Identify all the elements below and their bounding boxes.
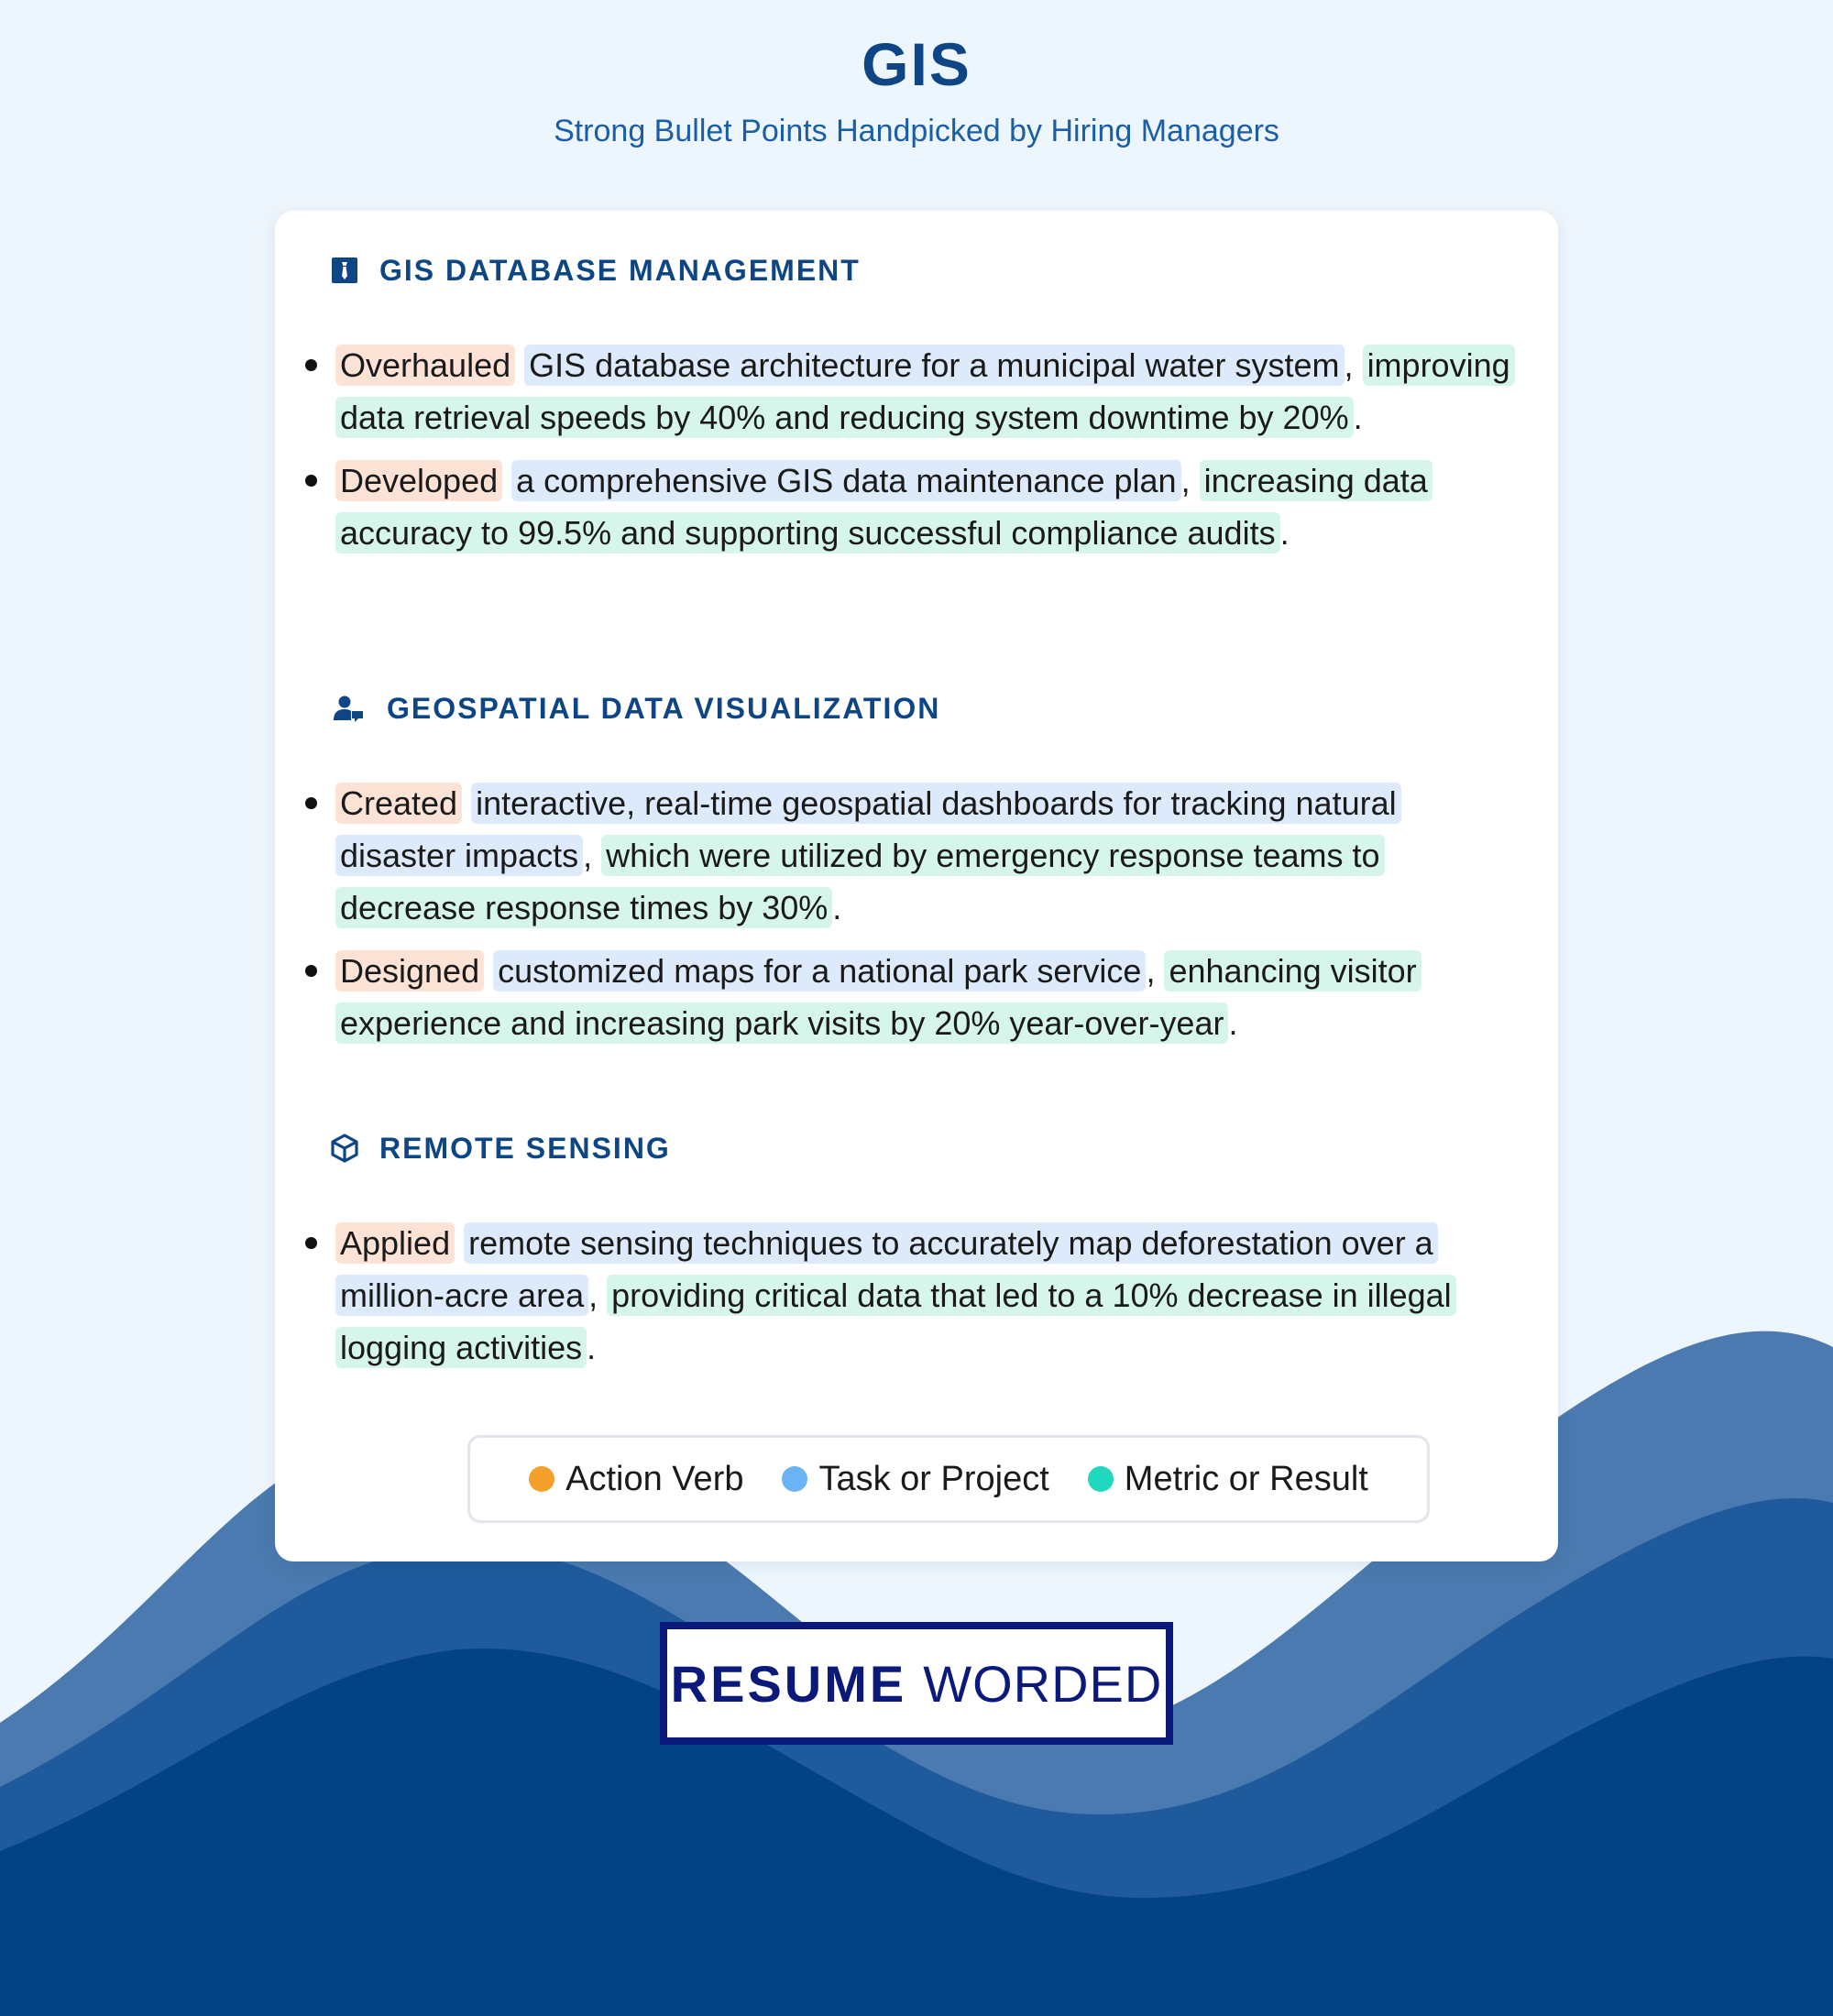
action-verb: Designed <box>335 950 484 992</box>
end-punctuation: . <box>587 1329 597 1366</box>
action-verb: Overhauled <box>335 345 515 386</box>
section-header <box>330 685 940 731</box>
end-punctuation: . <box>1353 399 1363 436</box>
bullet-dot <box>305 797 317 809</box>
metric-or-result: increasing data accuracy to 99.5% and supporting successful compliance audits <box>335 460 1432 553</box>
section-gis-database-management <box>275 247 1558 651</box>
separator: , <box>588 1276 598 1314</box>
bullet-text <box>335 1217 1518 1374</box>
bullet-dot <box>305 359 317 371</box>
legend-label: Task or Project <box>818 1459 1049 1498</box>
legend <box>467 1435 1430 1523</box>
resume-worded-logo <box>660 1622 1173 1745</box>
task-or-project: customized maps for a national park service <box>493 950 1146 992</box>
bullet-text <box>335 945 1518 1049</box>
legend-item-metric-or-result <box>1088 1460 1368 1499</box>
section-header <box>330 1125 671 1171</box>
task-or-project: interactive, real-time geospatial dashboards for tracking natural disaster impacts <box>335 783 1401 876</box>
legend-dot-blue <box>782 1466 807 1492</box>
action-verb: Applied <box>335 1222 455 1264</box>
legend-item-task-or-project <box>782 1460 1048 1499</box>
legend-dot-orange <box>529 1466 554 1492</box>
legend-item-action-verb <box>529 1460 743 1499</box>
bullet-text <box>335 455 1518 559</box>
list-item <box>335 1217 1518 1374</box>
section-header <box>330 247 861 293</box>
list-item <box>335 339 1518 444</box>
metric-or-result: which were utilized by emergency response teams to decrease response times by 30% <box>335 835 1385 928</box>
action-verb: Developed <box>335 460 502 501</box>
separator: , <box>1146 952 1156 990</box>
end-punctuation: . <box>1228 1004 1238 1042</box>
task-or-project: remote sensing techniques to accurately map deforestation over a million-acre area <box>335 1222 1438 1316</box>
bullet-card <box>275 211 1558 1561</box>
legend-dot-teal <box>1088 1466 1114 1492</box>
metric-or-result: enhancing visitor experience and increasing park visits by 20% year-over-year <box>335 950 1421 1044</box>
bullet-text <box>335 339 1518 444</box>
list-item <box>335 455 1518 559</box>
bullet-list <box>335 777 1518 1060</box>
separator: , <box>1180 462 1191 499</box>
tie-icon <box>330 256 359 285</box>
bullet-dot <box>305 965 317 977</box>
task-or-project: GIS database architecture for a municipal water system <box>524 345 1344 386</box>
action-verb: Created <box>335 783 462 824</box>
cube-icon <box>330 1134 359 1163</box>
separator: , <box>1344 346 1354 384</box>
section-title: REMOTE SENSING <box>379 1131 671 1165</box>
separator: , <box>583 837 593 874</box>
bullet-dot <box>305 1237 317 1249</box>
metric-or-result: improving data retrieval speeds by 40% and reducing system downtime by 20% <box>335 345 1515 438</box>
section-title: GEOSPATIAL DATA VISUALIZATION <box>387 691 941 725</box>
user-chat-icon <box>330 694 367 723</box>
legend-label: Action Verb <box>565 1459 744 1498</box>
bullet-dot <box>305 475 317 487</box>
logo-bold-text: RESUME <box>670 1654 907 1713</box>
section-geospatial-data-visualization <box>275 685 1558 1089</box>
bullet-list <box>335 1217 1518 1385</box>
logo-normal-text: WORDED <box>923 1654 1163 1713</box>
section-title: GIS DATABASE MANAGEMENT <box>379 253 861 287</box>
list-item <box>335 945 1518 1049</box>
list-item <box>335 777 1518 934</box>
page-subtitle: Strong Bullet Points Handpicked by Hiring Managers <box>554 114 1279 148</box>
bullet-list <box>335 339 1518 570</box>
legend-label: Metric or Result <box>1124 1459 1368 1498</box>
section-remote-sensing <box>275 1125 1558 1419</box>
page-title: GIS <box>862 30 971 98</box>
bullet-text <box>335 777 1518 934</box>
end-punctuation: . <box>832 889 842 926</box>
end-punctuation: . <box>1279 514 1290 552</box>
metric-or-result: providing critical data that led to a 10% decrease in illegal logging activities <box>335 1275 1456 1368</box>
task-or-project: a comprehensive GIS data maintenance plan <box>511 460 1180 501</box>
